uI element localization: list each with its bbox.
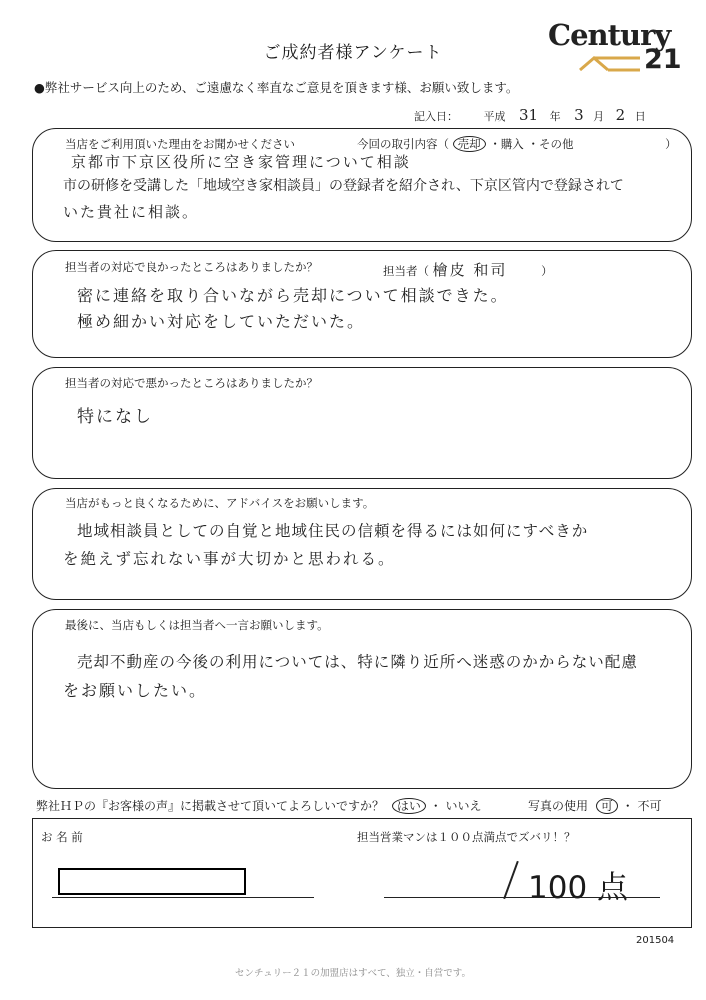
page-title: ご成約者様アンケート xyxy=(263,43,443,63)
question-2-label: 担当者の対応で良かったところはありましたか？ xyxy=(65,260,318,274)
staff-name: 檜皮 和司 xyxy=(432,261,508,279)
redacted-name-box xyxy=(58,868,246,895)
answer-1-line-1: 京都市下京区役所に空き家管理について相談 xyxy=(71,153,411,171)
staff-label: 担当者（ xyxy=(383,264,429,278)
logo-text: Century xyxy=(548,18,671,52)
date-year-unit: 年 xyxy=(549,110,561,123)
answer-4-line-1: 地域相談員としての自覚と地域住民の信頼を得るには如何にすべきか xyxy=(77,522,589,540)
name-underline xyxy=(52,897,314,898)
intro-text: ●弊社サービス向上のため、ご遠慮なく率直なご意見を頂きます様、お願い致します。 xyxy=(34,80,519,95)
photo-yes-circled: 可 xyxy=(596,798,618,814)
publish-question: 弊社ＨＰの『お客様の声』に掲載させて頂いてよろしいですか？ xyxy=(36,799,385,813)
publish-separator: ・ xyxy=(429,799,442,813)
form-code: 201504 xyxy=(636,935,675,946)
photo-consent xyxy=(528,797,662,814)
date-month: 3 xyxy=(574,106,584,124)
question-3-box xyxy=(32,367,692,479)
staff-field xyxy=(383,259,553,280)
photo-no: 不可 xyxy=(637,799,662,813)
publish-consent xyxy=(36,797,482,814)
question-1-label: 当店をご利用頂いた理由をお聞かせください xyxy=(65,137,295,151)
score-label: 担当営業マンは１００点満点でズバリ！？ xyxy=(357,830,576,844)
answer-5-line-1: 売却不動産の今後の利用については、特に隣り近所へ迷惑のかからない配慮 xyxy=(77,653,638,671)
photo-separator: ・ xyxy=(621,799,634,813)
date-day-unit: 日 xyxy=(634,110,646,123)
date-year: 31 xyxy=(519,106,539,124)
score-value xyxy=(500,862,628,907)
publish-no: いいえ xyxy=(445,799,482,813)
answer-4-line-2: を絶えず忘れない事が大切かと思われる。 xyxy=(63,550,396,568)
answer-1-line-3: いた貴社に相談。 xyxy=(63,203,200,221)
score-unit: 点 xyxy=(597,870,629,906)
deal-type-label: 今回の取引内容（ xyxy=(357,137,449,151)
publish-yes-circled: はい xyxy=(392,798,426,814)
date-era: 平成 xyxy=(483,110,506,123)
century21-logo xyxy=(548,18,698,76)
question-1-box xyxy=(32,128,692,242)
answer-2-line-1: 密に連絡を取り合いながら売却について相談できた。 xyxy=(77,286,509,305)
photo-label: 写真の使用 xyxy=(528,799,589,813)
question-4-label: 当店がもっと良くなるために、アドバイスをお願いします。 xyxy=(65,496,375,510)
answer-2-line-2: 極め細かい対応をしていただいた。 xyxy=(77,312,366,331)
question-5-label: 最後に、当店もしくは担当者へ一言お願いします。 xyxy=(65,618,329,632)
staff-close: ） xyxy=(541,264,553,278)
answer-3-line-1: 特になし xyxy=(77,407,153,427)
answer-5-line-2: をお願いしたい。 xyxy=(63,681,208,700)
question-5-box xyxy=(32,609,692,789)
question-3-label: 担当者の対応で悪かったところはありましたか？ xyxy=(65,376,318,390)
logo-number: 21 xyxy=(644,44,682,75)
question-4-box xyxy=(32,488,692,600)
entry-date xyxy=(414,106,646,124)
date-label: 記入日： xyxy=(414,110,458,123)
answer-1-line-2: 市の研修を受講した「地域空き家相談員」の登録者を紹介され、下京区管内で登録されて xyxy=(63,178,624,194)
deal-type-other-options: ・購入 ・その他 xyxy=(489,137,574,151)
score-number: 100 xyxy=(528,870,588,906)
date-day: 2 xyxy=(615,106,626,124)
deal-type-close: ） xyxy=(665,137,677,151)
question-2-box xyxy=(32,250,692,358)
score-underline xyxy=(384,897,660,898)
bottom-note: センチュリー２１の加盟店はすべて、独立・自営です。 xyxy=(234,968,472,979)
deal-type xyxy=(357,136,677,152)
deal-type-sell-circled: 売却 xyxy=(453,136,486,152)
name-label: お 名 前 xyxy=(41,830,83,844)
date-month-unit: 月 xyxy=(593,110,605,123)
house-roof-icon xyxy=(578,50,642,72)
